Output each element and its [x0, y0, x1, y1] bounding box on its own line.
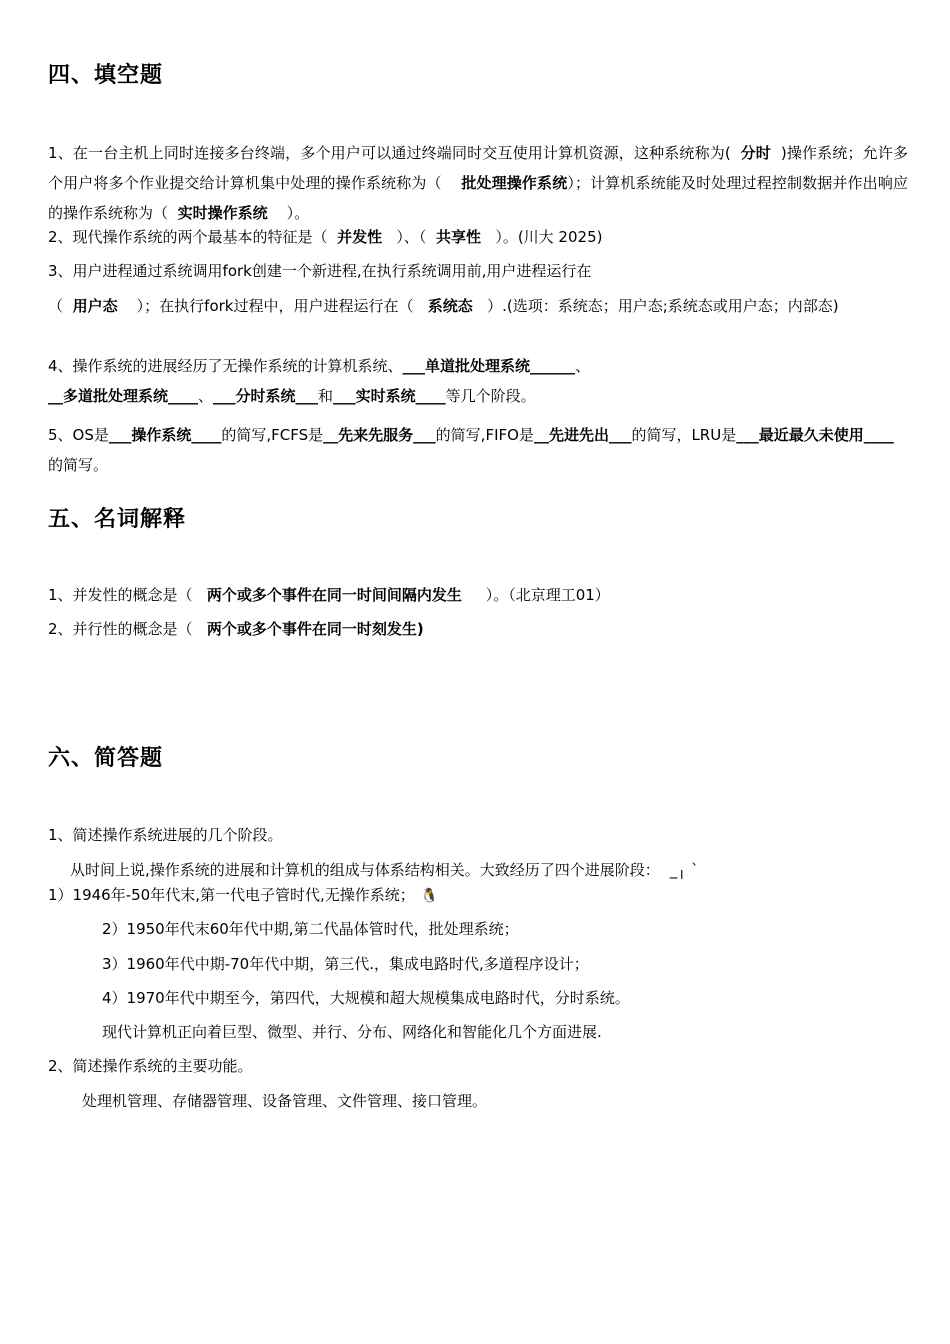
- question-6-2: 2、简述操作系统的主要功能。: [48, 1057, 253, 1075]
- answer-6-1-stage2: 2）1950年代末60年代中期,第二代晶体管时代，批处理系统；: [102, 920, 519, 938]
- question-4-3-line2: （ 用户态 ）；在执行fork过程中，用户进程运行在（ 系统态 ）.(选项：系统态；用户态;系统态或用户态；内部态): [48, 297, 839, 315]
- answer-6-1-stage4: 4）1970年代中期至今，第四代，大规模和超大规模集成电路时代，分时系统。: [102, 989, 630, 1007]
- question-4-4: 4、操作系统的进展经历了无操作系统的计算机系统、___单道批处理系统______、 __多道批处理系统____、___分时系统___和___实时系统____等几个阶段。: [48, 357, 591, 405]
- answer-6-1-summary: 现代计算机正向着巨型、微型、并行、分布、网络化和智能化几个方面进展.: [102, 1023, 602, 1041]
- question-4-5: 5、OS是___操作系统____的简写,FCFS是__先来先服务___的简写,FIFO是__先进先出___的简写，LRU是___最近最久未使用____的简写。: [48, 426, 894, 474]
- section-title-short-answer: 六、简答题: [48, 746, 164, 771]
- question-4-3-line1: 3、用户进程通过系统调用fork创建一个新进程,在执行系统调用前,用户进程运行在: [48, 262, 592, 280]
- section-title-definitions: 五、名词解释: [48, 507, 187, 532]
- section-title-fill-in: 四、填空题: [48, 63, 164, 88]
- answer-6-1-stage1: 1）1946年-50年代末,第一代电子管时代,无操作系统； 🐧: [48, 880, 908, 911]
- question-6-1: 1、简述操作系统进展的几个阶段。: [48, 826, 283, 844]
- penguin-icon: 🐧: [420, 888, 439, 904]
- question-5-1: 1、并发性的概念是（ 两个或多个事件在同一时间间隔内发生 ）。（北京理工01）: [48, 586, 610, 604]
- answer-6-2: 处理机管理、存储器管理、设备管理、文件管理、接口管理。: [82, 1092, 488, 1110]
- question-5-2: 2、并行性的概念是（ 两个或多个事件在同一时刻发生): [48, 620, 424, 638]
- answer-6-1-stage3: 3）1960年代中期-70年代中期，第三代.，集成电路时代,多道程序设计；: [102, 955, 589, 973]
- question-4-2: 2、现代操作系统的两个最基本的特征是（ 并发性 ）、（ 共享性 ）。(川大 2025): [48, 228, 603, 246]
- answer-6-1-intro: 从时间上说,操作系统的进展和计算机的组成与体系结构相关。大致经历了四个进展阶段： _╷ `: [70, 861, 699, 879]
- question-4-1: 1、在一台主机上同时连接多台终端，多个用户可以通过终端同时交互使用计算机资源，这种系统称为( 分时 )操作系统；允许多个用户将多个作业提交给计算机集中处理的操作系统称为（ 批处理操作系统）；计算机系统能及时处理过程控制数据并作出响应的操作系统称为（ 实时操作系统 ）。: [48, 144, 908, 222]
